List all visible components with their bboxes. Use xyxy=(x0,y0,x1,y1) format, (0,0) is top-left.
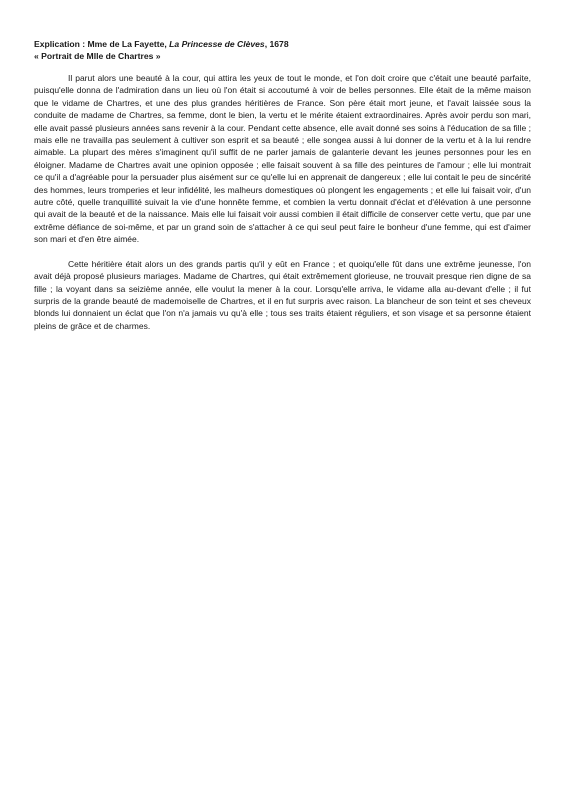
heading-subtitle: « Portrait de Mlle de Chartres » xyxy=(34,51,161,61)
heading-year: , 1678 xyxy=(264,39,289,49)
paragraph-2: Cette héritière était alors un des grands partis qu'il y eût en France ; et quoiqu'elle fût dans une extrême jeunesse, l'on avait déjà proposé plusieurs mariages. Madame de Chartres, qui était extrêmement glorieuse, ne trouvait presque rien digne de sa fille ; la voyant dans sa seizième année, elle voulut la mener à la cour. Lorsqu'elle arriva, le vidame alla au-devant d'elle ; il fut surpris de la grande beauté de mademoiselle de Chartres, et il en fut surpris avec raison. La blancheur de son teint et ses cheveux blonds lui donnaient un éclat que l'on n'a jamais vu qu'à elle ; tous ses traits étaient réguliers, et son visage et sa personne étaient pleins de grâce et de charmes. xyxy=(34,258,531,331)
document-heading xyxy=(34,38,531,62)
heading-work-title: La Princesse de Clèves xyxy=(169,39,265,49)
heading-spacer xyxy=(34,62,531,72)
document-page xyxy=(34,38,531,332)
heading-line-1 xyxy=(34,38,531,50)
heading-prefix: Explication : Mme de La Fayette, xyxy=(34,39,170,49)
paragraph-1: Il parut alors une beauté à la cour, qui attira les yeux de tout le monde, et l'on doit croire que c'était une beauté parfaite, puisqu'elle donna de l'admiration dans un lieu où l'on était si accoutumé à voir de belles personnes. Elle était de la même maison que le vidame de Chartres, et une des plus grandes héritières de France. Son père était mort jeune, et l'avait laissée sous la conduite de madame de Chartres, sa femme, dont le bien, la vertu et le mérite étaient extraordinaires. Après avoir perdu son mari, elle avait passé plusieurs années sans revenir à la cour. Pendant cette absence, elle avait donné ses soins à l'éducation de sa fille ; mais elle ne travailla pas seulement à cultiver son esprit et sa beauté ; elle songea aussi à lui donner de la vertu et à la lui rendre aimable. La plupart des mères s'imaginent qu'il suffit de ne parler jamais de galanterie devant les jeunes personnes pour les en éloigner. Madame de Chartres avait une opinion opposée ; elle faisait souvent à sa fille des peintures de l'amour ; elle lui montrait ce qu'il a d'agréable pour la persuader plus aisément sur ce qu'elle lui en apprenait de dangereux ; elle lui contait le peu de sincérité des hommes, leurs tromperies et leur infidélité, les malheurs domestiques où plongent les engagements ; et elle lui faisait voir, d'un autre côté, quelle tranquillité suivait la vie d'une honnête femme, et combien la vertu donnait d'éclat et d'élévation à une personne qui avait de la beauté et de la naissance. Mais elle lui faisait voir aussi combien il était difficile de conserver cette vertu, que par une extrême défiance de soi-même, et par un grand soin de s'attacher à ce qui seul peut faire le bonheur d'une femme, qui est d'aimer son mari et d'en être aimée. xyxy=(34,73,531,245)
